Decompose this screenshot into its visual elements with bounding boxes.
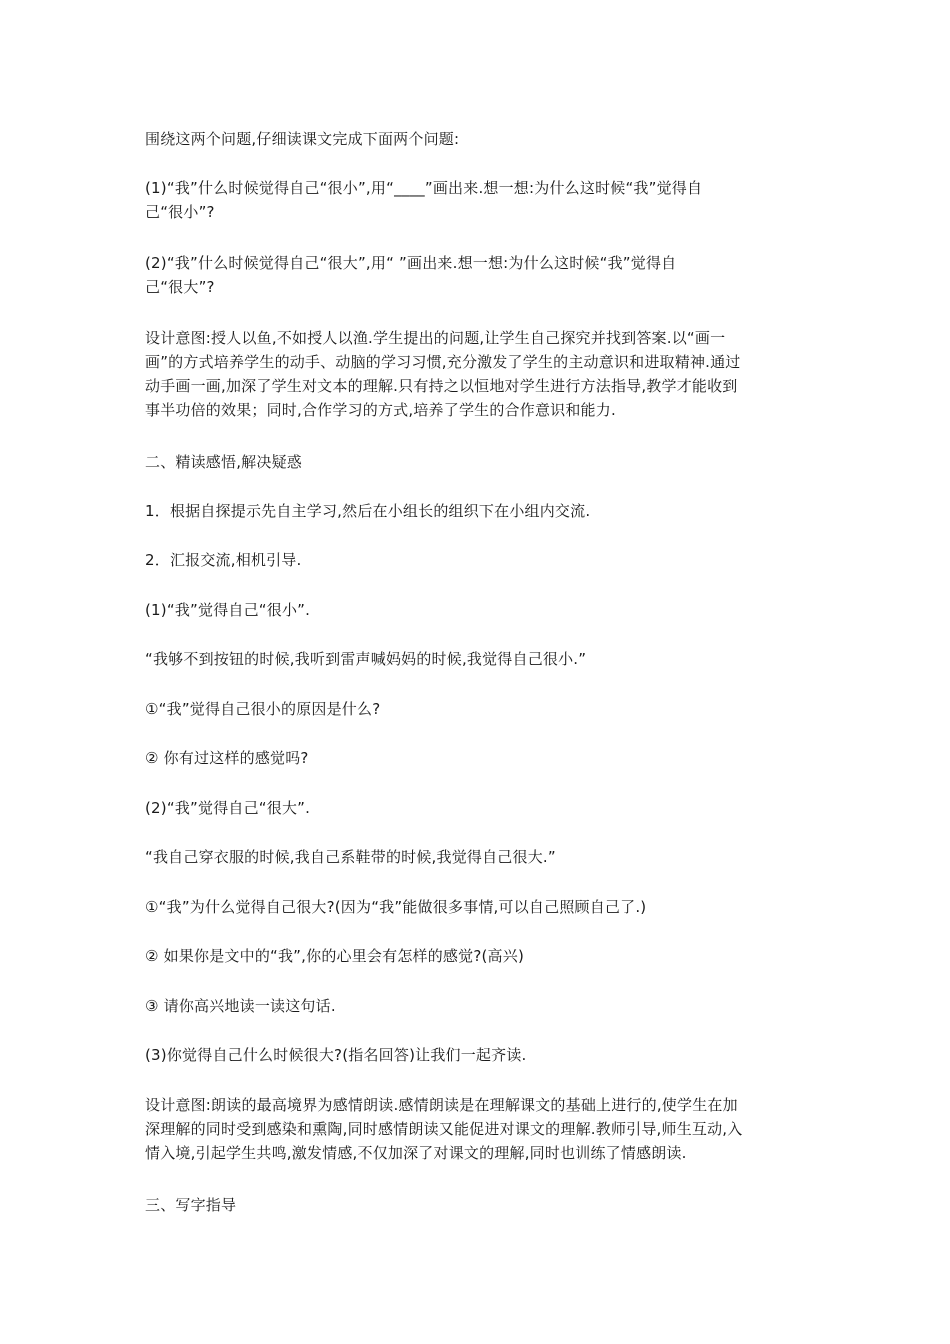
big-quote	[145, 845, 810, 869]
question-1	[145, 176, 810, 224]
small-question-1-text: ①“我”觉得自己很小的原因是什么?	[145, 700, 381, 718]
question-2	[145, 251, 810, 299]
question-2-line-2: 己“很大”?	[145, 278, 215, 296]
small-question-2-text: ② 你有过这样的感觉吗?	[145, 749, 309, 767]
big-question-2-text: ② 如果你是文中的“我”,你的心里会有怎样的感觉?(高兴)	[145, 947, 524, 965]
step-1-text: 1．根据自探提示先自主学习,然后在小组长的组织下在小组内交流.	[145, 502, 591, 520]
big-heading-text: (2)“我”觉得自己“很大”.	[145, 799, 311, 817]
design-intent-1-line-1: 设计意图:授人以鱼,不如授人以渔.学生提出的问题,让学生自己探究并找到答案.以“画一	[145, 329, 726, 347]
step-2-text: 2．汇报交流,相机引导.	[145, 551, 302, 569]
small-question-1	[145, 697, 810, 721]
big-question-3	[145, 994, 810, 1018]
big-question-1-text: ①“我”为什么觉得自己很大?(因为“我”能做很多事情,可以自己照顾自己了.)	[145, 898, 647, 916]
question-3	[145, 1043, 810, 1067]
intro-line: 围绕这两个问题,仔细读课文完成下面两个问题:	[145, 130, 460, 148]
design-intent-2-line-3: 情入境,引起学生共鸣,激发情感,不仅加深了对课文的理解,同时也训练了情感朗读.	[145, 1144, 687, 1162]
section-2-heading	[145, 450, 810, 474]
small-quote	[145, 647, 810, 671]
design-intent-1	[145, 326, 810, 422]
intro-paragraph	[145, 127, 810, 151]
question-1-line-1: (1)“我”什么时候觉得自己“很小”,用“____”画出来.想一想:为什么这时候“我”觉得自	[145, 179, 703, 197]
design-intent-2-line-1: 设计意图:朗读的最高境界为感情朗读.感情朗读是在理解课文的基础上进行的,使学生在加	[145, 1096, 738, 1114]
big-question-1	[145, 895, 810, 919]
design-intent-1-line-4: 事半功倍的效果；同时,合作学习的方式,培养了学生的合作意识和能力.	[145, 401, 616, 419]
small-heading-text: (1)“我”觉得自己“很小”.	[145, 601, 311, 619]
step-2	[145, 548, 810, 572]
question-1-line-2: 己“很小”?	[145, 203, 215, 221]
small-quote-text: “我够不到按钮的时候,我听到雷声喊妈妈的时候,我觉得自己很小.”	[145, 650, 587, 668]
big-question-2	[145, 944, 810, 968]
design-intent-2-line-2: 深理解的同时受到感染和熏陶,同时感情朗读又能促进对课文的理解.教师引导,师生互动,入	[145, 1120, 743, 1138]
big-heading	[145, 796, 810, 820]
design-intent-1-line-2: 画”的方式培养学生的动手、动脑的学习习惯,充分激发了学生的主动意识和进取精神.通过	[145, 353, 741, 371]
section-3-heading	[145, 1193, 810, 1217]
small-question-2	[145, 746, 810, 770]
question-2-line-1: (2)“我”什么时候觉得自己“很大”,用“ ”画出来.想一想:为什么这时候“我”觉得自	[145, 254, 677, 272]
design-intent-1-line-3: 动手画一画,加深了学生对文本的理解.只有持之以恒地对学生进行方法指导,教学才能收到	[145, 377, 738, 395]
small-heading	[145, 598, 810, 622]
big-quote-text: “我自己穿衣服的时候,我自己系鞋带的时候,我觉得自己很大.”	[145, 848, 556, 866]
question-3-text: (3)你觉得自己什么时候很大?(指名回答)让我们一起齐读.	[145, 1046, 527, 1064]
section-3-heading-text: 三、写字指导	[145, 1196, 237, 1214]
section-2-heading-text: 二、精读感悟,解决疑惑	[145, 453, 302, 471]
big-question-3-text: ③ 请你高兴地读一读这句话.	[145, 997, 336, 1015]
design-intent-2	[145, 1093, 810, 1165]
step-1	[145, 499, 810, 523]
